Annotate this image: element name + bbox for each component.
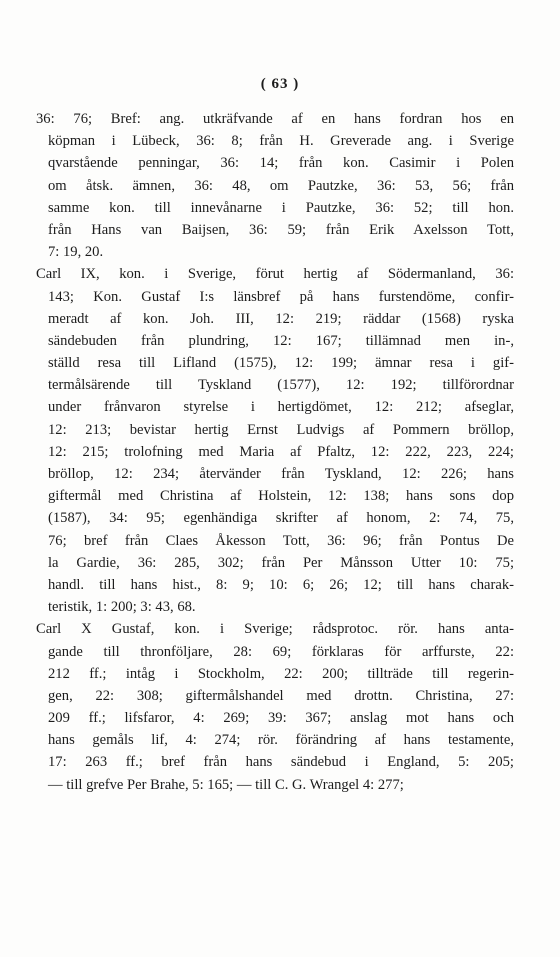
text-line: gande till thronföljare, 28: 69; förklaras för arffurste, 22: [48,643,514,660]
text-line: 12: 213; bevistar hertig Ernst Ludvigs af Pommern bröllop, [48,421,514,438]
text-line: 7: 19, 20. [48,244,104,261]
text-line: la Gardie, 36: 285, 302; från Per Månsson Utter 10: 75; [48,554,514,571]
text-line: — till grefve Per Brahe, 5: 165; — till C. G. Wrangel 4: 277; [48,776,404,793]
text-line: 209 ff.; lifsfaror, 4: 269; 39: 367; anslag mot hans och [48,710,514,727]
text-line: samme kon. till innevånarne i Pautzke, 36: 52; till hon. [48,199,514,216]
index-entry-carl-viii-continued [36,108,514,263]
text-line: meradt af kon. Joh. III, 12: 219; räddar (1568) ryska [48,310,514,327]
entry-heading-line: Carl X Gustaf, kon. i Sverige; rådsprotoc. rör. hans anta- [36,621,514,638]
index-entry-carl-x-gustaf [36,618,514,796]
text-line: termålsärende till Tyskland (1577), 12: 192; tillförordnar [48,377,514,394]
text-line: 76; bref från Claes Åkesson Tott, 36: 96; från Pontus De [48,532,514,549]
text-line: om åtsk. ämnen, 36: 48, om Pautzke, 36: 53, 56; från [48,177,514,194]
text-line: hans gemåls lif, 4: 274; rör. förändring af hans testamente, [48,732,514,749]
text-line: från Hans van Baijsen, 36: 59; från Erik Axelsson Tott, [48,221,514,238]
text-line: 36: 76; Bref: ang. utkräfvande af en hans fordran hos en [36,111,514,127]
text-line: sändebuden från plundring, 12: 167; tillämnad men in-, [48,332,514,349]
entry-heading-line: Carl IX, kon. i Sverige, förut hertig af Södermanland, 36: [36,266,514,283]
text-line: qvarstående penningar, 36: 14; från kon. Casimir i Polen [48,155,514,172]
text-line: giftermål med Christina af Holstein, 12: 138; hans sons dop [48,488,514,505]
text-line: (1587), 34: 95; egenhändiga skrifter af honom, 2: 74, 75, [48,510,514,527]
text-line: 17: 263 ff.; bref från hans sändebud i England, 5: 205; [48,754,514,771]
text-line: 12: 215; trolofning med Maria af Pfaltz, 12: 222, 223, 224; [48,443,514,460]
text-line: handl. till hans hist., 8: 9; 10: 6; 26; 12; till hans charak- [48,576,514,593]
text-line: ställd resa till Lifland (1575), 12: 199; ämnar resa i gif- [48,355,514,372]
page-number: ( 63 ) [260,76,300,92]
text-line: 212 ff.; intåg i Stockholm, 22: 200; tillträde till regerin- [48,665,514,682]
text-line: gen, 22: 308; giftermålshandel med drottn. Christina, 27: [48,687,514,704]
text-line: teristik, 1: 200; 3: 43, 68. [48,599,196,616]
text-line: köpman i Lübeck, 36: 8; från H. Greverade ang. i Sverige [48,133,514,150]
text-line: bröllop, 12: 234; återvänder från Tyskland, 12: 226; hans [48,466,514,482]
text-line: under frånvaron styrelse i hertigdömet, 12: 212; afseglar, [48,399,514,416]
text-line: 143; Kon. Gustaf I:s länsbref på hans furstendöme, confir- [48,288,514,305]
index-entry-carl-ix [36,263,514,618]
index-text [36,108,514,796]
